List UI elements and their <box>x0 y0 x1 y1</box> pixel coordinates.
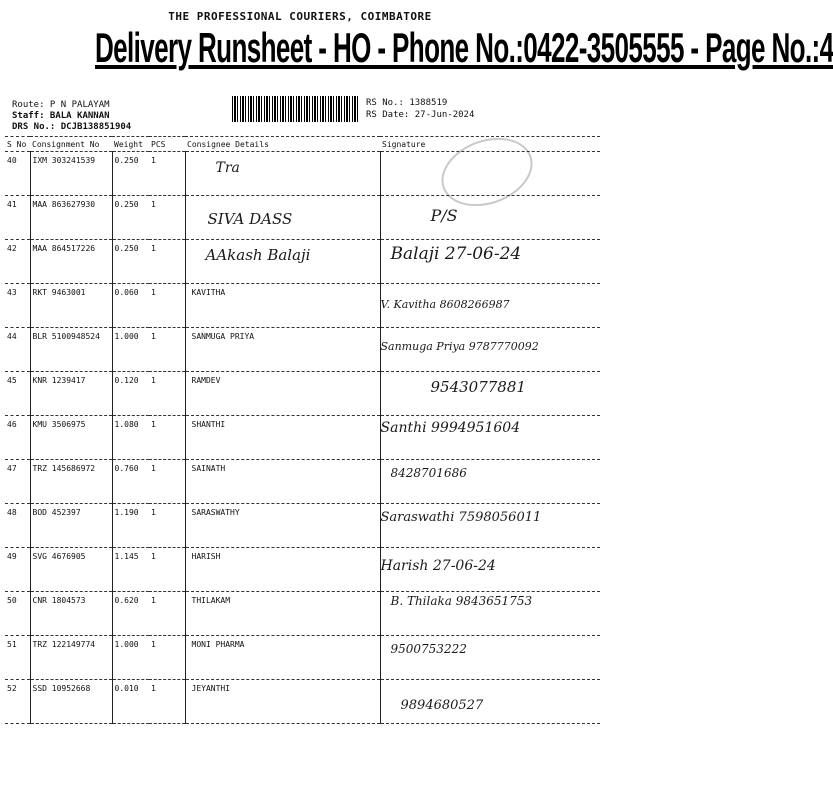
row-pcs: 1 <box>149 592 185 636</box>
row-pcs: 1 <box>149 196 185 240</box>
row-consignee: HARISH <box>191 552 221 561</box>
consignee-cell <box>185 680 380 724</box>
table-header-row <box>5 137 600 152</box>
row-sno: 49 <box>5 548 30 592</box>
table-row <box>5 196 600 240</box>
signature-cell <box>380 592 600 636</box>
signature-cell <box>380 416 600 460</box>
table-row <box>5 328 600 372</box>
route-label: Route: P N PALAYAM <box>12 100 110 110</box>
row-pcs: 1 <box>149 460 185 504</box>
consignee-cell <box>185 152 380 196</box>
table-row <box>5 152 600 196</box>
table-row <box>5 504 600 548</box>
row-consignee: SANMUGA PRIYA <box>191 332 255 341</box>
consignee-cell <box>185 372 380 416</box>
consignee-cell <box>185 592 380 636</box>
row-sno: 41 <box>5 196 30 240</box>
row-pcs: 1 <box>149 636 185 680</box>
col-consignment: Consignment No <box>30 137 112 152</box>
staff-label: Staff: BALA KANNAN <box>12 111 110 121</box>
row-consignee: SAINATH <box>191 464 226 473</box>
row-sno: 43 <box>5 284 30 328</box>
row-consignment: RKT 9463001 <box>30 284 112 328</box>
signature-cell <box>380 680 600 724</box>
consignee-cell <box>185 636 380 680</box>
row-consignment: KNR 1239417 <box>30 372 112 416</box>
row-consignee <box>188 156 192 165</box>
handwritten-consignee: Tra <box>215 160 240 176</box>
row-pcs: 1 <box>149 416 185 460</box>
signature-cell <box>380 460 600 504</box>
row-sno: 51 <box>5 636 30 680</box>
row-consignment: BLR 5100948524 <box>30 328 112 372</box>
handwritten-signature: Balaji 27-06-24 <box>390 244 522 264</box>
row-consignment: TRZ 122149774 <box>30 636 112 680</box>
consignee-cell <box>185 548 380 592</box>
row-pcs: 1 <box>149 328 185 372</box>
row-consignment: BOD 452397 <box>30 504 112 548</box>
table-row <box>5 372 600 416</box>
signature-cell <box>380 504 600 548</box>
col-signature: Signature <box>380 137 600 152</box>
consignee-cell <box>185 240 380 284</box>
table-row <box>5 680 600 724</box>
signature-cell <box>380 636 600 680</box>
row-consignee: KAVITHA <box>191 288 226 297</box>
table-row <box>5 284 600 328</box>
rs-number: RS No.: 1388519 <box>366 98 448 108</box>
table-row <box>5 592 600 636</box>
row-consignment: CNR 1804573 <box>30 592 112 636</box>
row-sno: 48 <box>5 504 30 548</box>
signature-cell <box>380 372 600 416</box>
row-consignee <box>188 244 192 253</box>
row-pcs: 1 <box>149 152 185 196</box>
col-weight: Weight <box>112 137 149 152</box>
row-weight: 0.250 <box>112 196 149 240</box>
row-sno: 45 <box>5 372 30 416</box>
table-row <box>5 240 600 284</box>
row-weight: 1.000 <box>112 328 149 372</box>
col-sno: S No <box>5 137 30 152</box>
row-weight: 0.250 <box>112 152 149 196</box>
row-pcs: 1 <box>149 372 185 416</box>
col-consignee: Consignee Details <box>185 137 380 152</box>
row-pcs: 1 <box>149 548 185 592</box>
handwritten-signature: Santhi 9994951604 <box>380 420 521 436</box>
table-row <box>5 416 600 460</box>
handwritten-signature: 9500753222 <box>390 642 467 656</box>
consignee-cell <box>185 196 380 240</box>
runsheet-title: Delivery Runsheet - HO - Phone No.:0422-3505555 - Page No.:4 <box>95 24 833 71</box>
row-consignment: SSD 10952668 <box>30 680 112 724</box>
handwritten-consignee: AAkash Balaji <box>205 246 311 264</box>
table-row <box>5 460 600 504</box>
handwritten-signature: B. Thilaka 9843651753 <box>390 594 533 608</box>
row-consignment: MAA 864517226 <box>30 240 112 284</box>
handwritten-signature: Saraswathi 7598056011 <box>380 510 542 525</box>
row-weight: 0.250 <box>112 240 149 284</box>
row-consignee <box>188 200 192 209</box>
signature-cell <box>380 548 600 592</box>
row-weight: 1.190 <box>112 504 149 548</box>
consignee-cell <box>185 328 380 372</box>
row-pcs: 1 <box>149 240 185 284</box>
handwritten-signature: Sanmuga Priya 9787770092 <box>380 340 539 353</box>
handwritten-signature: V. Kavitha 8608266987 <box>380 298 510 311</box>
consignee-cell <box>185 284 380 328</box>
row-sno: 40 <box>5 152 30 196</box>
rs-date: RS Date: 27-Jun-2024 <box>366 110 475 120</box>
row-weight: 0.010 <box>112 680 149 724</box>
row-consignment: IXM 303241539 <box>30 152 112 196</box>
row-weight: 1.080 <box>112 416 149 460</box>
row-consignee: SARASWATHY <box>191 508 240 517</box>
row-consignee: THILAKAM <box>191 596 231 605</box>
handwritten-signature: 9543077881 <box>430 378 526 396</box>
row-weight: 1.145 <box>112 548 149 592</box>
row-consignment: TRZ 145686972 <box>30 460 112 504</box>
barcode <box>232 96 360 122</box>
row-pcs: 1 <box>149 680 185 724</box>
row-consignment: MAA 863627930 <box>30 196 112 240</box>
consignee-cell <box>185 416 380 460</box>
signature-cell <box>380 196 600 240</box>
col-pcs: PCS <box>149 137 185 152</box>
row-pcs: 1 <box>149 504 185 548</box>
signature-cell <box>380 240 600 284</box>
runsheet-table <box>5 136 600 724</box>
row-sno: 52 <box>5 680 30 724</box>
row-sno: 46 <box>5 416 30 460</box>
row-consignee: MONI PHARMA <box>191 640 245 649</box>
row-consignment: SVG 4676905 <box>30 548 112 592</box>
consignee-cell <box>185 460 380 504</box>
row-weight: 0.620 <box>112 592 149 636</box>
row-consignee: RAMDEV <box>191 376 221 385</box>
table-row <box>5 636 600 680</box>
signature-cell <box>380 284 600 328</box>
row-sno: 47 <box>5 460 30 504</box>
drs-number: DRS No.: DCJB138851904 <box>12 122 132 132</box>
row-weight: 0.060 <box>112 284 149 328</box>
handwritten-consignee: SIVA DASS <box>207 210 293 228</box>
row-weight: 0.120 <box>112 372 149 416</box>
row-consignee: SHANTHI <box>191 420 226 429</box>
handwritten-signature: 9894680527 <box>400 698 484 713</box>
signature-cell <box>380 328 600 372</box>
handwritten-signature: 8428701686 <box>390 466 467 480</box>
row-weight: 1.000 <box>112 636 149 680</box>
row-pcs: 1 <box>149 284 185 328</box>
handwritten-signature: P/S <box>430 206 458 225</box>
rs-info <box>366 97 474 121</box>
row-sno: 44 <box>5 328 30 372</box>
handwritten-signature: Harish 27-06-24 <box>380 558 496 574</box>
row-sno: 42 <box>5 240 30 284</box>
table-row <box>5 548 600 592</box>
row-consignee: JEYANTHI <box>191 684 231 693</box>
row-sno: 50 <box>5 592 30 636</box>
consignee-cell <box>185 504 380 548</box>
signature-cell <box>380 152 600 196</box>
company-name: THE PROFESSIONAL COURIERS, COIMBATORE <box>168 10 432 23</box>
row-consignment: KMU 3506975 <box>30 416 112 460</box>
row-weight: 0.760 <box>112 460 149 504</box>
